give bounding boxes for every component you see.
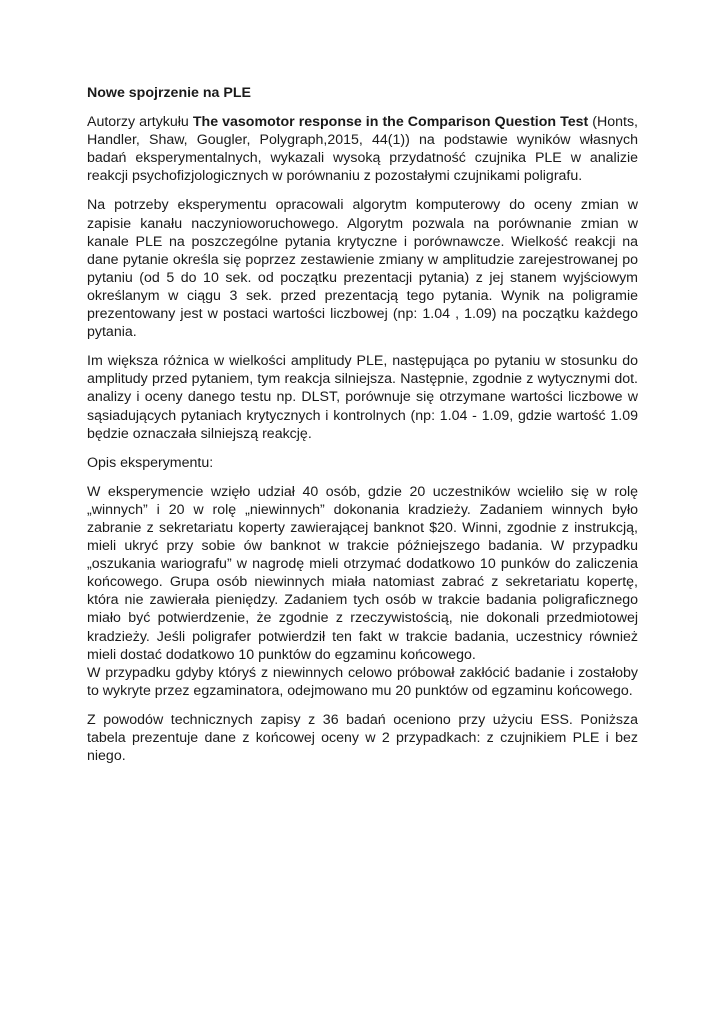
paragraph-penalty: W przypadku gdyby któryś z niewinnych celowo próbował zakłócić badanie i zostałoby to wykryte przez egzaminatora, odejmowano mu 20 punktów od egzaminu końcowego.: [87, 664, 638, 699]
paragraph-algorithm: Na potrzeby eksperymentu opracowali algorytm komputerowy do oceny zmian w zapisie kanału naczynioworuchowego. Algorytm pozwala na porównanie zmian w kanale PLE na poszczególne pytania krytyczne i porównawcze. Wielkość reakcji na dane pytanie określa się poprzez zestawienie zmiany w amplitudzie zarejestrowanej po pytaniu (od 5 do 10 sek. od początku prezentacji pytania) z jej stanem wyjściowym określanym w ciągu 3 sek. przed prezentacją tego pytania. Wynik na poligramie prezentowany jest w postaci wartości liczbowej (np: 1.04 , 1.09) na początku każdego pytania.: [87, 197, 638, 341]
document-title: Nowe spojrzenie na PLE: [87, 85, 251, 101]
paragraph-authors: [87, 113, 638, 185]
article-title: The vasomotor response in the Comparison Question Test: [192, 114, 589, 131]
paragraph-amplitude: Im większa różnica w wielkości amplitudy PLE, następująca po pytaniu w stosunku do amplitudy przed pytaniem, tym reakcja silniejsza. Następnie, zgodnie z wytycznymi dot. analizy i oceny danego testu np. DLST, porównuje się otrzymane wartości liczbowe w sąsiadujących pytaniach krytycznych i kontrolnych (np: 1.04 - 1.09, gdzie wartość 1.09 będzie oznaczała silniejszą reakcję.: [87, 353, 638, 442]
paragraph-experiment-description: W eksperymencie wzięło udział 40 osób, gdzie 20 uczestników wcieliło się w rolę „winnych” i 20 w rolę „niewinnych” dokonania kradzieży. Zadaniem winnych było zabranie z sekretariatu koperty zawierającej banknot $20. Winni, zgodnie z instrukcją, mieli ukryć przy sobie ów banknot w trakcie późniejszego badania. W przypadku „oszukania wariografu” w nagrodę mieli otrzymać dodatkowo 10 punków do zaliczenia końcowego. Grupa osób niewinnych miała natomiast zabrać z sekretariatu kopertę, która nie zawierała pieniędzy. Zadaniem tych osób w trakcie badania poligraficznego miało być potwierdzenie, że zgodnie z rzeczywistością, nie dokonali przedmiotowej kradzieży. Jeśli poligrafer potwierdził ten fakt w trakcie badania, uczestnicy również mieli dostać dodatkowo 10 punktów do egzaminu końcowego.: [87, 483, 638, 663]
paragraph-experiment-heading: Opis eksperymentu:: [87, 454, 214, 471]
paragraph-authors-intro: Autorzy artykułu: [87, 114, 193, 131]
paragraph-authors-rest: (Honts, Handler, Shaw, Gougler, Polygraph,2015, 44(1)) na podstawie wyników własnych badań eksperymentalnych, wykazali wysoką przydatność czujnika PLE w analizie reakcji psychofizjologicznych w porównaniu z pozostałymi czujnikami poligrafu.: [87, 114, 639, 185]
document-page: [87, 84, 638, 776]
paragraph-technical: Z powodów technicznych zapisy z 36 badań oceniono przy użyciu ESS. Poniższa tabela prezentuje dane z końcowej oceny w 2 przypadkach: z czujnikiem PLE i bez niego.: [87, 711, 638, 765]
